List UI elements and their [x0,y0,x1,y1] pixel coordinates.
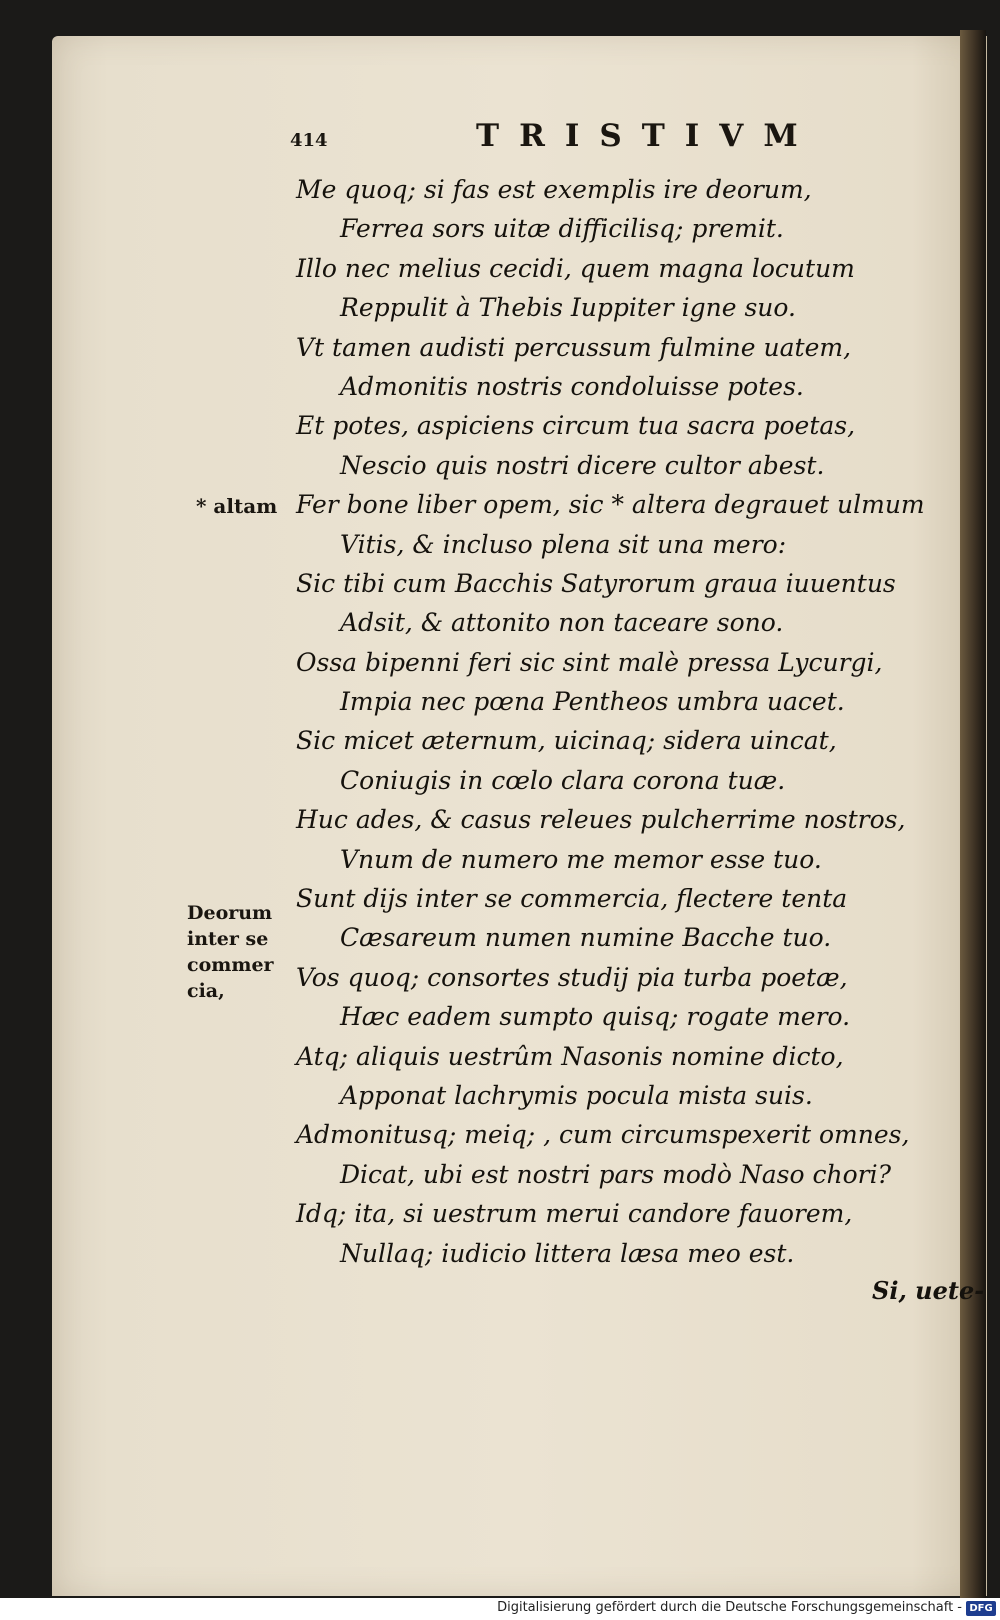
running-head [290,118,818,158]
verse-line: Adsit, & attonito non taceare sono. [340,608,784,638]
verse-line: Hæc eadem sumpto quisq; rogate mero. [340,1002,851,1032]
margin-note-star: * altam [196,494,278,518]
verse-line: Huc ades, & casus releues pulcherrime nostros, [296,805,906,835]
verse-line: Atq; aliquis uestrûm Nasonis nomine dicto, [296,1041,844,1071]
verse-line: Vos quoq; consortes studij pia turba poetæ, [296,962,848,992]
verse-line: Vitis, & incluso plena sit una mero: [340,529,787,559]
verse-line: Vt tamen audisti percussum fulmine uatem, [296,332,852,362]
verse-line: Vnum de numero me memor esse tuo. [340,844,822,874]
catchword: Si, uete- [872,1276,985,1305]
page-number: 414 [290,130,328,151]
dfg-logo-icon: DFG [966,1601,996,1616]
verse-line: Cæsareum numen numine Bacche tuo. [340,923,832,953]
footer-bar [0,1598,1000,1620]
verse-line: Reppulit à Thebis Iuppiter igne suo. [340,293,796,323]
verse-line: Sic micet æternum, uicinaq; sidera uincat, [296,726,837,756]
verse-line: Apponat lachrymis pocula mista suis. [340,1080,813,1110]
verse-block [296,170,925,1273]
verse-line: Ferrea sors uitæ difficilisq; premit. [340,214,784,244]
book-edge [960,30,986,1600]
verse-line: Dicat, ubi est nostri pars modò Naso chori? [340,1159,891,1189]
margin-note-line: cia, [187,980,225,1002]
verse-line: Me quoq; si fas est exemplis ire deorum, [296,175,812,204]
verse-line: Nescio quis nostri dicere cultor abest. [340,450,825,480]
verse-line: Fer bone liber opem, sic * altera degrauet ulmum [296,490,925,520]
page-title: TRISTIVM [476,118,818,154]
verse-line: Sic tibi cum Bacchis Satyrorum graua iuuentus [296,568,896,598]
verse-line: Nullaq; iudicio littera læsa meo est. [340,1238,795,1268]
verse-line: Admonitusq; meiq; , cum circumspexerit omnes, [296,1120,910,1150]
verse-line: Et potes, aspiciens circum tua sacra poetas, [296,411,856,441]
margin-note [187,900,287,1004]
verse-line: Admonitis nostris condoluisse potes. [340,371,804,401]
verse-line: Coniugis in cœlo clara corona tuæ. [340,765,786,795]
verse-line: Sunt dijs inter se commercia, flectere tenta [296,884,848,914]
margin-note-line: Deorum [187,902,273,924]
margin-note-line: inter se [187,928,269,950]
margin-note-line: commer [187,954,274,976]
footer-credit: Digitalisierung gefördert durch die Deutsche Forschungsgemeinschaft - [497,1600,962,1615]
verse-line: Illo nec melius cecidi, quem magna locutum [296,253,855,283]
verse-line: Idq; ita, si uestrum merui candore fauorem, [296,1199,853,1229]
verse-line: Ossa bipenni feri sic sint malè pressa Lycurgi, [296,647,883,677]
verse-line: Impia nec pœna Pentheos umbra uacet. [340,687,845,717]
